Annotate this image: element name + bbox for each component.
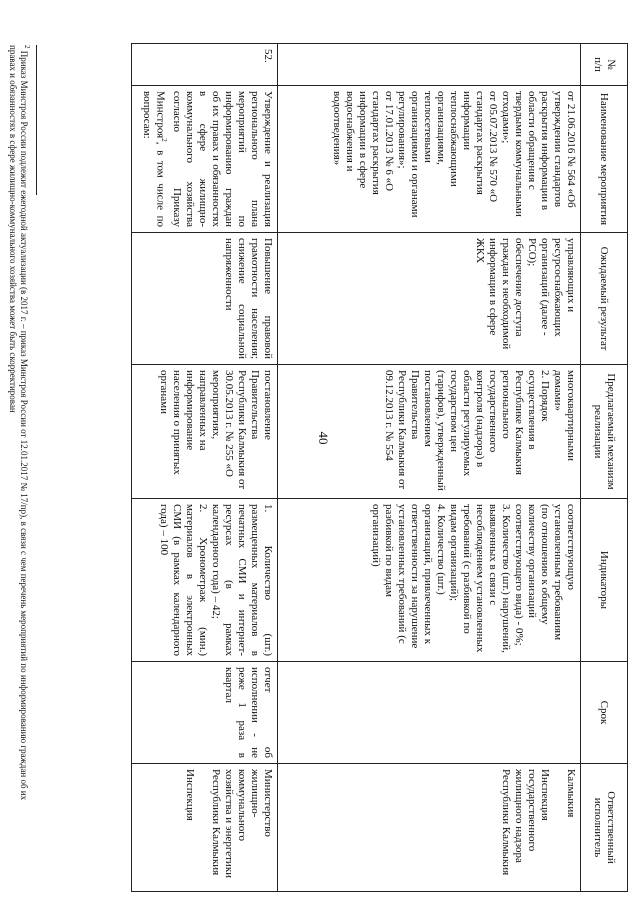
header-mechanism: Предлагаемый механизм реализации xyxy=(581,365,628,499)
footnote-mark: 2 xyxy=(23,45,31,49)
table-row xyxy=(278,44,581,892)
cell-responsible: Калмыкия Инспекция государственного жилищного надзора Республики Калмыкия xyxy=(278,764,581,892)
header-activity-name: Наименование мероприятия xyxy=(581,86,628,233)
cell-activity-name xyxy=(132,86,278,233)
footnote-ref: 2 xyxy=(160,138,168,142)
header-term: Срок xyxy=(581,662,628,764)
cell-term: отчет об исполнении - не реже 1 раза в квартал xyxy=(132,662,278,764)
header-indicators: Индикаторы xyxy=(581,499,628,662)
footnote-text: Приказ Минстроя России подлежит ежегодной актуализации (в 2017 г. – приказ Минстроя России от 12.01.2017 № 17/пр), в связи с чем перечень мероприятий по информированию граждан об их правах и обязанностях в сфере жилищно-коммунального хозяйства может быть скорректирован xyxy=(8,45,29,801)
footnote-divider xyxy=(36,45,37,195)
footnote xyxy=(7,45,32,825)
cell-responsible: Министерство жилищно-коммунального хозяйства и энергетики Республики Калмыкия Инспекция xyxy=(132,764,278,892)
header-number: № п/п xyxy=(581,44,628,86)
cell-mechanism: многоквартирными домами» 2. Порядок осуществления в Республике Калмыкия регионального государственного контроля (надзора) в области регулируемых государством цен (тарифов), утвержденный постановлением Правительства Республики Калмыкия от 09.12.2013 г. № 554 xyxy=(278,365,581,499)
cell-expected-result: управляющих и ресурсоснабжающих организаций (далее - РСО); обеспечение доступа граждан к необходимой информации в сфере ЖКХ xyxy=(278,233,581,365)
activities-table xyxy=(131,43,628,892)
cell-indicators: соответствующую установленным требованиям (по отношению к общему количеству организаций соответствующего вида) - 0%; 3. Количество (шт.) нарушений, выявленных в связи с несоблюдением установленных требований (с разбивкой по видам организаций); 4. Количество (шт.) организаций, привлеченных к ответственности за нарушение установленных требований (с разбивкой по видам организаций) xyxy=(278,499,581,662)
page-number: 40 xyxy=(316,431,331,445)
header-expected-result: Ожидаемый результат xyxy=(581,233,628,365)
cell-activity-name: от 21.06.2016 № 564 «Об утверждении стандартов раскрытия информации в области обращения с твердыми коммунальными отходами»; от 05.07.2013 № 570 «О стандартах раскрытия информации теплоснабжающими организациями, теплосетевыми организациями и органами регулирования»; от 17.01.2013 № 6 «О стандартах раскрытия информации в сфере водоснабжения и водоотведения» xyxy=(278,86,581,233)
cell-number xyxy=(278,44,581,86)
cell-mechanism: постановление Правительства Республики Калмыкия от 30.05.2013 г. № 255 «О мероприятиях, направленных на информирование населения о принятых органами xyxy=(132,365,278,499)
header-responsible: Ответственный исполнитель xyxy=(581,764,628,892)
cell-term xyxy=(278,662,581,764)
table-row xyxy=(132,44,278,892)
table-header-row xyxy=(581,44,628,892)
activity-name-tail: , в том числе по вопросам: xyxy=(141,91,167,227)
cell-indicators: 1. Количество (шт.) размещенных материалов в печатных СМИ и интернет-ресурсах (в рамках календарного года) – 42; 2. Хронометраж (мин.) материалов в электронных СМИ (в рамках календарного года) – 100 xyxy=(132,499,278,662)
cell-number: 52. xyxy=(132,44,278,86)
activity-name-text: Утверждение и реализация регионального плана мероприятий по информированию граждан об их правах и обязанностях в сфере жилищно-коммунального хозяйства согласно Приказу Минстроя xyxy=(154,91,274,227)
cell-expected-result: Повышение правовой грамотности населения; снижение социальной напряженности xyxy=(132,233,278,365)
